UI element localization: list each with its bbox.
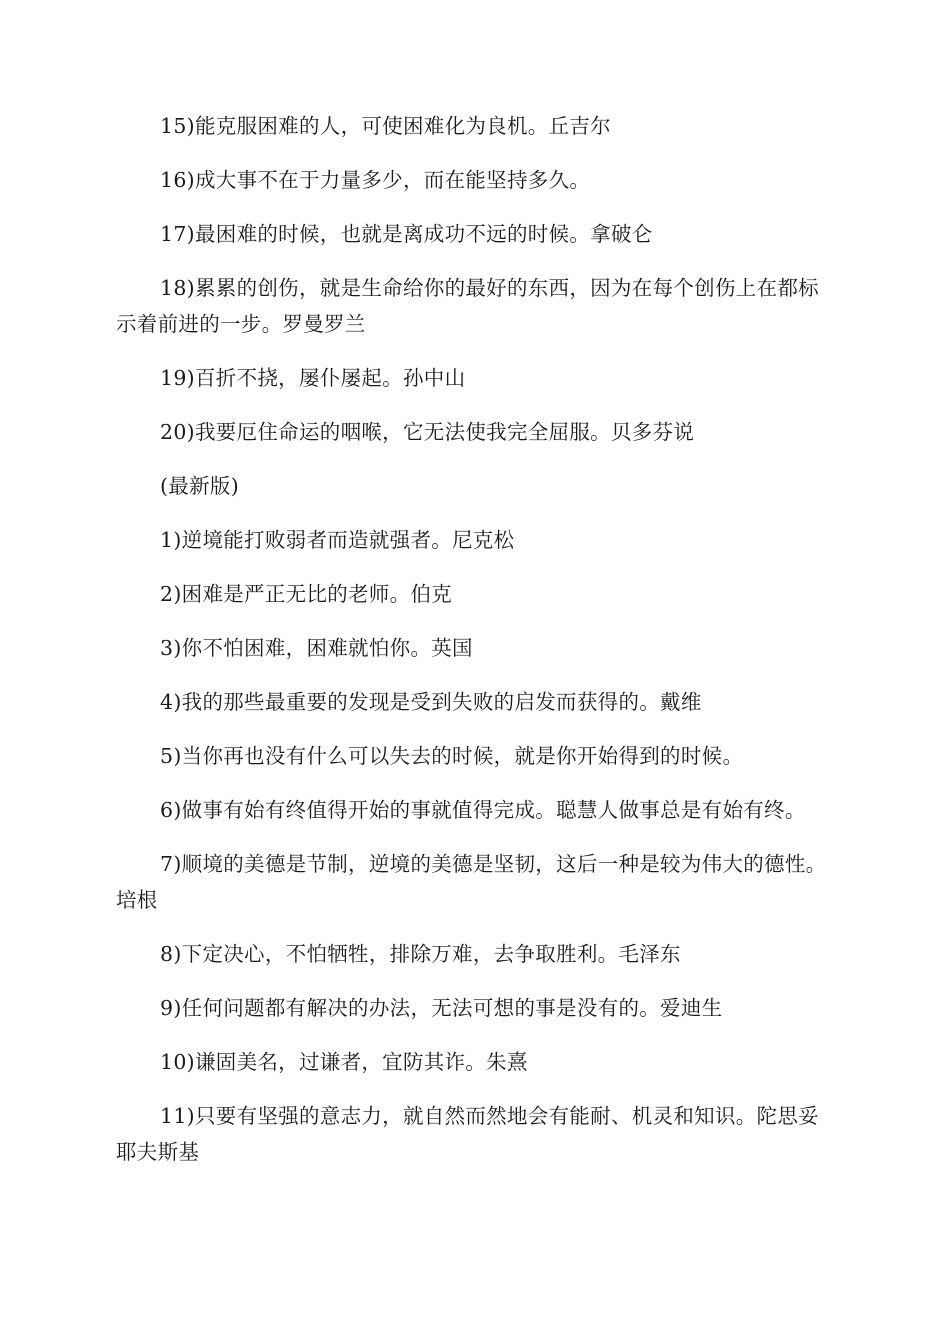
quote-paragraph: 5)当你再也没有什么可以失去的时候，就是你开始得到的时候。 [160,744,744,768]
quote-paragraph: 11)只要有坚强的意志力，就自然而然地会有能耐、机灵和知识。陀思妥耶夫斯基 [116,1104,819,1164]
section-heading: (最新版) [160,474,239,498]
quote-paragraph: 4)我的那些最重要的发现是受到失败的启发而获得的。戴维 [160,690,702,714]
quote-paragraph: 9)任何问题都有解决的办法，无法可想的事是没有的。爱迪生 [160,996,723,1020]
quote-paragraph: 7)顺境的美德是节制，逆境的美德是坚韧，这后一种是较为伟大的德性。培根 [116,852,827,912]
quote-paragraph: 8)下定决心，不怕牺牲，排除万难，去争取胜利。毛泽东 [160,942,681,966]
quote-paragraph: 3)你不怕困难，困难就怕你。英国 [160,636,473,660]
quote-paragraph: 18)累累的创伤，就是生命给你的最好的东西，因为在每个创伤上在都标示着前进的一步。罗曼罗兰 [116,276,819,336]
quote-paragraph: 15)能克服困难的人，可使困难化为良机。丘吉尔 [160,114,611,138]
quote-paragraph: 16)成大事不在于力量多少，而在能坚持多久。 [160,168,591,192]
quote-paragraph: 17)最困难的时候，也就是离成功不远的时候。拿破仑 [160,222,653,246]
quote-paragraph: 2)困难是严正无比的老师。伯克 [160,582,453,606]
document-body [116,108,836,1188]
quote-paragraph: 20)我要厄住命运的咽喉，它无法使我完全屈服。贝多芬说 [160,420,695,444]
quote-paragraph: 6)做事有始有终值得开始的事就值得完成。聪慧人做事总是有始有终。 [160,798,806,822]
quote-paragraph: 10)谦固美名，过谦者，宜防其诈。朱熹 [160,1050,528,1074]
quote-paragraph: 1)逆境能打败弱者而造就强者。尼克松 [160,528,515,552]
quote-paragraph: 19)百折不挠，屡仆屡起。孙中山 [160,366,466,390]
